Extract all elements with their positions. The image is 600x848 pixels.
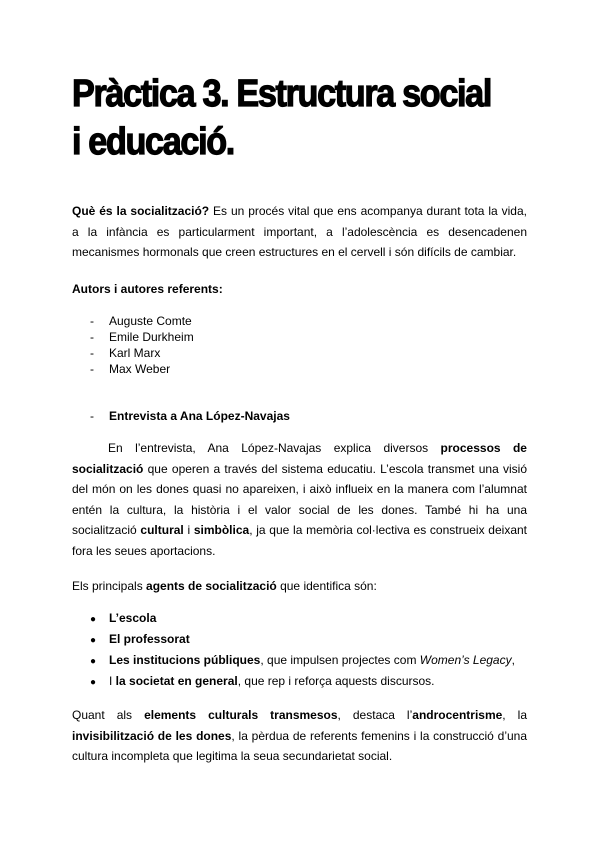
bold-run: androcentrisme — [412, 708, 503, 722]
agents-intro — [72, 576, 527, 597]
list-item — [90, 329, 194, 345]
list-item — [90, 361, 194, 377]
dash-marker: - — [90, 409, 94, 423]
bold-run: simbòlica — [193, 523, 250, 537]
text-run: Quant als — [72, 708, 145, 722]
bullet-marker: ● — [90, 614, 97, 625]
text-run: Els principals — [72, 579, 147, 593]
text-run: , ja que la memòria col·lectiva es construeix deixant fora les seues aportacions. — [72, 523, 527, 558]
interview-title: Entrevista a Ana López-Navajas — [109, 409, 290, 423]
text-run: , la pèrdua de referents femenins i la construcció d’una cultura incompleta que legitima la seua secundarietat social. — [72, 728, 528, 763]
text-run: , la — [502, 708, 527, 722]
author-name: Emile Durkheim — [109, 330, 194, 344]
interview-paragraph — [72, 438, 527, 561]
agents-list — [90, 608, 515, 692]
list-item — [90, 671, 515, 692]
bullet-marker: ● — [90, 677, 97, 688]
agent-name: El professorat — [109, 632, 190, 646]
list-item — [90, 629, 515, 650]
text-run: En l’entrevista, Ana López-Navajas explica diversos — [108, 441, 441, 455]
text-run: que operen a través del sistema educatiu. L’escola transmet una visió del món on les dones quasi no apareixen, i això influeix en la manera com l’alumnat entén la cultura, la història i el valor social de les dones. També hi ha una socialització — [72, 461, 527, 537]
agent-name: la societat en general — [115, 674, 238, 688]
bold-run: cultural — [140, 523, 184, 537]
bold-run: agents de socialització — [146, 579, 277, 593]
text-run: , — [511, 653, 515, 667]
author-name: Karl Marx — [109, 346, 161, 360]
text-run: i — [183, 523, 194, 537]
page-title: Pràctica 3. Estructura social i educació. — [72, 73, 491, 163]
agent-name: L’escola — [109, 611, 157, 625]
author-name: Auguste Comte — [109, 314, 192, 328]
interview-heading — [90, 409, 290, 423]
dash-marker: - — [90, 314, 94, 328]
agent-name: Les institucions públiques — [109, 653, 261, 667]
intro-paragraph — [72, 201, 527, 263]
text-run: I — [109, 674, 116, 688]
list-item — [90, 345, 194, 361]
bold-run: invisibilització de les dones — [72, 728, 232, 743]
authors-list — [90, 313, 194, 377]
authors-heading: Autors i autores referents: — [72, 282, 223, 296]
bullet-marker: ● — [90, 635, 97, 646]
list-item — [90, 650, 515, 671]
text-run: , que rep i reforça aquests discursos. — [237, 674, 435, 688]
list-item — [90, 608, 515, 629]
dash-marker: - — [90, 330, 94, 344]
intro-question: Què és la socialització? — [72, 204, 210, 218]
text-run: , destaca l’ — [337, 708, 413, 722]
list-item — [90, 313, 194, 329]
text-run: , que impulsen projectes com — [260, 653, 420, 667]
italic-run: Women’s Legacy — [419, 653, 512, 667]
bold-run: processos de socialització — [72, 441, 527, 476]
text-run: que identifica són: — [276, 579, 377, 593]
closing-paragraph — [72, 705, 527, 767]
intro-text: Es un procés vital que ens acompanya durant tota la vida, a la infància es particularment important, a l’adolescència es desencadenen mecanismes hormonals que creen estructures en el cervell i són difícils de cambiar. — [72, 204, 527, 259]
dash-marker: - — [90, 346, 94, 360]
bold-run: elements culturals transmesos — [144, 708, 338, 722]
bullet-marker: ● — [90, 656, 97, 667]
dash-marker: - — [90, 362, 94, 376]
author-name: Max Weber — [109, 362, 171, 376]
